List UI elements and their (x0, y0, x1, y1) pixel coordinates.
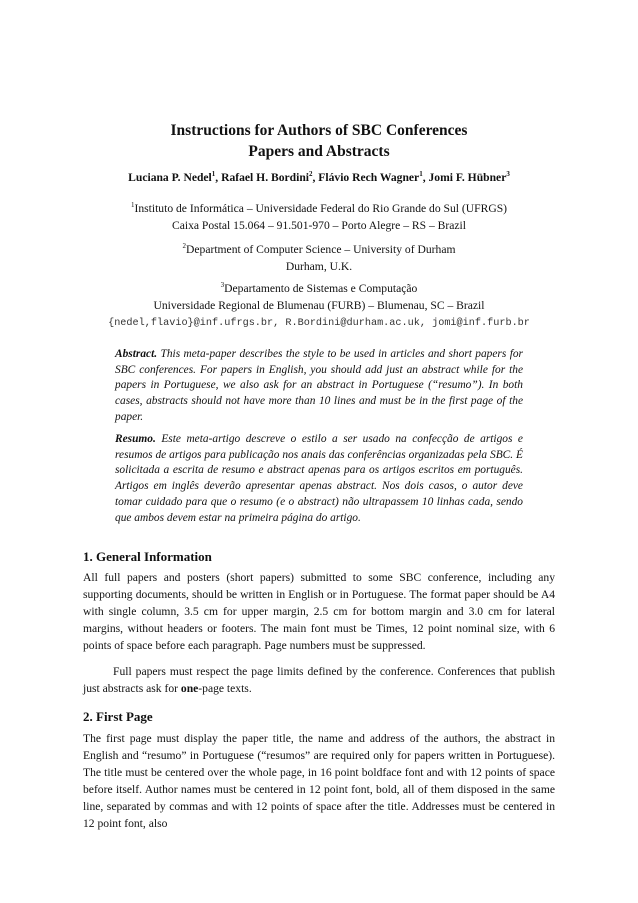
section-heading-first-page: 2. First Page (83, 709, 153, 724)
affiliation-mark: 2 (182, 242, 186, 251)
section-heading-general-information: 1. General Information (83, 549, 212, 564)
author-affiliation-mark: 1 (419, 170, 423, 179)
affiliation-line: Caixa Postal 15.064 – 91.501-970 – Porto Alegre – RS – Brazil (171, 219, 466, 232)
affiliation-line: Departamento de Sistemas e Computação (224, 282, 418, 295)
section-1-paragraph-1: All full papers and posters (short papers) submitted to some SBC conference, including any supporting documents, should be written in English or in Portuguese. The format paper should be A4 with single column, 3.5 cm for upper margin, 2.5 cm for bottom margin and 3.0 cm for lateral margins, without headers or footers. The main font must be Times, 12 point nominal size, with 6 points of space before each paragraph. Page numbers must be suppressed. (83, 571, 555, 652)
abstract-english (115, 347, 523, 426)
author-list (0, 171, 638, 184)
section-2-paragraph-1: The first page must display the paper title, the name and address of the authors, the abstract in English and “resumo” in Portuguese (“resumos” are required only for papers written in Portuguese). The title must be centered over the whole page, in 16 point boldface font and with 12 points of space before itself. Author names must be centered in 12 point font, bold, all of them disposed in the same line, separated by commas and with 12 points of space after the title. Addresses must be centered in 12 point font, also (83, 732, 555, 830)
author-name: , Jomi F. Hübner (422, 171, 507, 184)
abstract-portuguese (115, 432, 523, 526)
author-name: Luciana P. Nedel (128, 171, 212, 184)
author-name: , Rafael H. Bordini (215, 171, 309, 184)
affiliation-line: Universidade Regional de Blumenau (FURB) – Blumenau, SC – Brazil (153, 299, 485, 312)
affiliation-line: Durham, U.K. (285, 260, 353, 273)
paper-title-line-1: Instructions for Authors of SBC Conferences (170, 122, 468, 139)
author-affiliation-mark: 2 (309, 170, 313, 179)
resumo-label: Resumo. (115, 433, 156, 445)
affiliation-2 (0, 241, 638, 275)
author-name: , Flávio Rech Wagner (312, 171, 420, 184)
author-affiliation-mark: 1 (211, 170, 216, 179)
affiliation-line: Department of Computer Science – University of Durham (186, 243, 456, 256)
author-emails: {nedel,flavio}@inf.ufrgs.br, R.Bordini@durham.ac.uk, jomi@inf.furb.br (108, 318, 530, 329)
resumo-text: Este meta-artigo descreve o estilo a ser usado na confecção de artigos e resumos de artigos para publicação nos anais das conferências organizadas pela SBC. É solicitada a escrita de resumo e abstract apenas para os artigos escritos em português. Artigos em inglês deverão apresentar apenas abstract. Nos dois casos, o autor deve tomar cuidado para que o resumo (e o abstract) não ultrapassem 10 linhas cada, sendo que ambos devem estar na primeira página do artigo. (115, 433, 523, 524)
affiliation-mark: 1 (130, 201, 135, 210)
affiliation-mark: 3 (220, 281, 225, 290)
paper-title-line-2: Papers and Abstracts (248, 143, 390, 160)
section-1-paragraph-2 (83, 664, 555, 698)
paragraph-text: -page texts. (198, 681, 252, 695)
affiliation-1 (0, 200, 638, 234)
author-affiliation-mark: 3 (506, 170, 510, 179)
abstract-text: This meta-paper describes the style to be used in articles and short papers for SBC conferences. For papers in English, you should add just an abstract while for the papers in Portuguese, we also ask for an abstract in Portuguese (“resumo”). In both cases, abstracts should not have more than 10 lines and must be in the first page of the paper. (115, 348, 523, 423)
paragraph-text: Full papers must respect the page limits defined by the conference. Conferences that publish just abstracts ask for (83, 665, 555, 695)
affiliation-3 (0, 280, 638, 314)
affiliation-line: Instituto de Informática – Universidade Federal do Rio Grande do Sul (UFRGS) (134, 202, 508, 215)
emphasis-one: one (180, 681, 199, 695)
abstract-label: Abstract. (115, 348, 158, 360)
paper-title (0, 120, 638, 162)
